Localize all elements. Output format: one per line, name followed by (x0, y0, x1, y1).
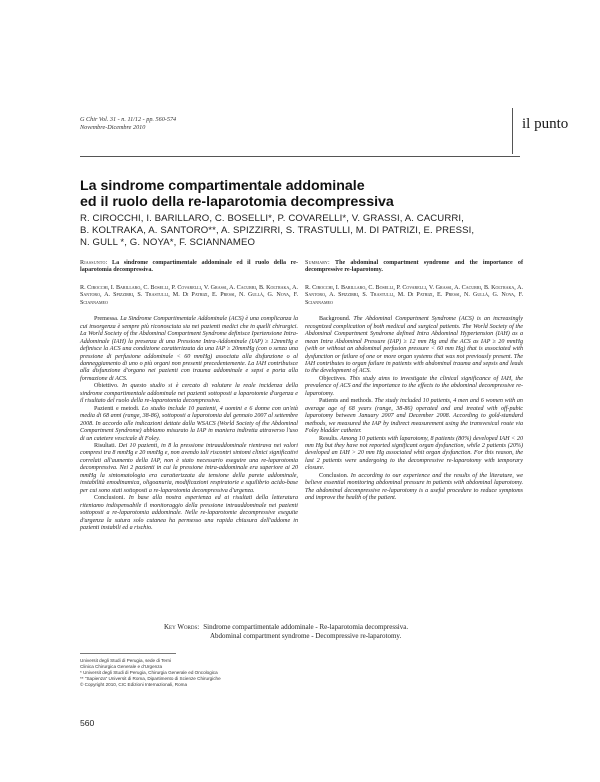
abstract-en-text: In according to our experience and the results of the literature, we believe essential monitoring abdominal pressure in patients with abdominal laparotomy. The abdominal decompressive re-laparotomy is a useful procedure to reduce symptoms and improve the health of the patient. (305, 472, 523, 502)
abstract-en-paragraph (305, 376, 523, 398)
copyright-line: © Copyright 2010, CIC Edizioni Internazionali, Roma (80, 682, 188, 688)
affiliation-line: Universit degli Studi di Perugia, sede di Terni (80, 658, 172, 663)
abstract-en-title: The abdominal compartment syndrome and the importance of decompressive re-laparotomy. (305, 260, 523, 274)
abstract-it-lead: Pazienti e metodi. (94, 405, 140, 412)
abstract-it-lead: Obiettivo. (94, 383, 119, 390)
affiliation-line: ** "Sapienza" Universit di Roma, Dipartimento di Scienze Chirurgiche (80, 676, 221, 682)
journal-citation (80, 116, 320, 132)
title-line-1: La sindrome compartimentale addominale (80, 178, 365, 194)
abstract-it-text: In questo studio si è cercato di valutare la reale incidenza della sindrome compartimentale addominale nei pazienti sottoposti a laparotomie d'urgenza e il risultato del ruolo della re-laparotomia decompressiva. (80, 383, 298, 405)
abstract-en-authors: R. Cirocchi, I. Barillaro, C. Boselli, P. Covarelli, V. Grassi, A. Cacurri, B. Koltraka, A. Santoro, A. Spizzirri, S. Trastulli, M. Di Patrizi, E. Pressi, N. Gullà, G. Noya, F. Sciannameo (305, 284, 523, 306)
abstract-en-text: This study aims to investigate the clinical significance of IAH, the prevalence of ACS and the importance to the effects to the abdominal decompressive re-laparotomy. (305, 375, 523, 397)
abstract-en-lead: Objectives. (319, 375, 347, 382)
journal-date-line: Novembre-Dicembre 2010 (80, 124, 146, 131)
abstract-it-title: La sindrome compartimentale addominale ed il ruolo della re-laparotomia decompressiva. (80, 260, 298, 274)
keywords (164, 623, 514, 641)
keywords-english: Abdominal compartment syndrome - Decompressive re-laparotomy. (210, 632, 402, 640)
abstract-en-text: Among 10 patients with laparotomy, 8 patients (80%) developed IAH < 20 mm Hg but they have not reported significant organ dysfunction, while 2 patients (20%) developed an IAH > 20 mm Hg associated whit organ dysfunction. For this reason, the last 2 patients were undergoing to the decompressive re-laparotomy with temporary closure. (305, 435, 523, 472)
affiliations (80, 658, 380, 688)
abstract-it-paragraph (80, 443, 298, 495)
abstract-it-paragraph (80, 406, 298, 443)
abstract-english (305, 260, 523, 503)
keywords-label: Key Words: (164, 623, 200, 631)
affiliation-line: Clinica Chirurgica Generale e d'Urgenza (80, 664, 163, 670)
section-label: il punto (522, 116, 569, 132)
journal-volume-line: G Chir Vol. 31 - n. 11/12 - pp. 560-574 (80, 116, 177, 123)
abstract-en-lead: Background. (319, 316, 351, 323)
abstract-it-lead: Conclusioni. (94, 495, 125, 502)
abstract-it-text: In base alla nostra esperienza ed ai risultati della letteratura riteniamo indispensabile il monitoraggio della pressione intraaddominale nei pazienti sottoposti a re-laparotomia addominale. Nelle re-laparotomie decompressive eseguite d'urgenza la sutura solo cutanea ha permesso una rapida chiusura dell'addome in pazienti instabili ed a rischio. (80, 495, 298, 531)
abstract-en-lead: Results. (319, 435, 339, 442)
abstract-italian (80, 260, 298, 532)
abstract-en-text: The study included 10 patients, 4 men and 6 women with an average age of 68 years (range, 38-86) operated and and treated with off-pubic laparotomy between January 2007 and December 2008. According to gold-standard methods, we measured the IAP by indirect measurement using the transvesical route via Foley bladder catheter. (305, 398, 523, 435)
abstract-en-paragraph (305, 316, 523, 376)
abstract-it-text: Dei 10 pazienti, in 8 la pressione intraaddominale rientrava nei valori compresi tra 8 mmHg e 20 mmHg e, non avendo tali riscontri sintomi clinici significativi correlati all'aumento della IAP, non è stato necessario eseguire una re-laparotomia decompressiva. Nei 2 pazienti in cui la pressione intra-addominale era superiore ai 20 mmHg la sintomatologia era caratterizzata da tensione della parete addominale, instabilità emodinamica, oligoanuria, modificazioni respiratorie e squilibrio acido-base per cui sono stati sottoposti a re-laparotomia decompressiva d'urgenza. (80, 442, 298, 494)
header-rule (80, 156, 520, 157)
abstract-it-lead: Risultati. (94, 442, 117, 449)
abstract-it-paragraph (80, 383, 298, 405)
page-number: 560 (80, 718, 95, 728)
authors-line-3: N. GULL *, G. NOYA*, F. SCIANNAMEO (80, 237, 256, 248)
abstract-en-lead: Patients and methods. (319, 398, 373, 405)
abstract-it-paragraph (80, 495, 298, 532)
abstract-en-paragraph (305, 398, 523, 435)
abstract-it-paragraph (80, 316, 298, 383)
abstract-en-label: Summary: (305, 260, 330, 266)
abstract-it-text: La Sindrome Compartimentale Addominale (ACS) è una complicanza la cui insorgenza è sempre più riconosciuta sia nei pazienti medici che in quelli chirurgici. La World Society of the Abdominal Compartment Syndrome definisce Ipertensione Intra-Addominale (IAH) la presenza di una Pressione Intra-Addominale (IAP) ≥ 12mmHg e definisce la ACS una condizione caratterizzata da una IAP ≥ 20mmHg (con o senza una pressione di perfusione addominale < 60 mmHg) associata alla disfunzione o al danneggiamento di uno o più organi non presenti precedentemente. La IAH contribuisce alla disfunzione d'organo nei pazienti con trauma addominale e sepsi e porta alla formazione di ACS. (80, 316, 298, 382)
authors-line-1: R. CIROCCHI, I. BARILLARO, C. BOSELLI*, P. COVARELLI*, V. GRASSI, A. CACURRI, (80, 213, 464, 224)
section-divider (512, 108, 513, 154)
abstract-en-text: The Abdominal Compartment Syndrome (ACS) is an increasingly recognized complication of both medical and surgical patients. The World Society of the Abdominal Compartment Syndrome defined Intra Abdominal Hypertension (IAH) as a mean Intra Abdominal Pressure (IAP) ≥ 12 mm Hg and the ACS as IAP ≥ 20 mmHg (with or without an abdominal perfusion pressure < 60 mm Hg) that is associated with dysfunction or failure of one or more organ systems that was not previously present. The IAH contributes to organ failure in patients with abdominal trauma and sepsis and leads to the development of ACS. (305, 316, 523, 375)
abstract-en-paragraph (305, 436, 523, 473)
keywords-italian: Sindrome compartimentale addominale - Re-laparotomia decompressiva. (203, 623, 409, 631)
title-line-2: ed il ruolo della re-laparotomia decompressiva (80, 194, 394, 210)
article-title (80, 178, 520, 210)
authors-line-2: B. KOLTRAKA, A. SANTORO**, A. SPIZZIRRI, S. TRASTULLI, M. DI PATRIZI, E. PRESSI, (80, 225, 475, 236)
abstract-it-lead: Premessa. (94, 316, 119, 323)
author-list (80, 213, 520, 249)
abstract-it-text: Lo studio include 10 pazienti, 4 uomini e 6 donne con un'età media di 68 anni (range, 38-86), sottoposti a laparotomia dal gennaio 2007 al settembre 2008. In accordo alle indicazioni dettate dalla WSACS (World Society of the Abdominal Compartment Syndrome) abbiamo misurato la IAP in maniera indiretta attraverso l'uso di un catetere vescicale di Foley. (80, 405, 298, 442)
abstract-en-heading (305, 260, 523, 275)
abstract-it-heading (80, 260, 298, 275)
footnote-rule (80, 653, 176, 654)
affiliation-line: * Universit degli Studi di Perugia, Chirurgia Generale ed Oncologica (80, 670, 218, 676)
abstract-en-lead: Conclusion. (319, 472, 349, 479)
abstract-it-label: Riassunto: (80, 260, 108, 266)
abstract-it-authors: R. Cirocchi, I. Barillaro, C. Boselli, P. Covarelli, V. Grassi, A. Cacurri, B. Koltraka, A. Santoro, A. Spizzirri, S. Trastulli, M. Di Patrizi, E. Pressi, N. Gullà, G. Noya, F. Sciannameo (80, 284, 298, 306)
abstract-en-paragraph (305, 473, 523, 503)
